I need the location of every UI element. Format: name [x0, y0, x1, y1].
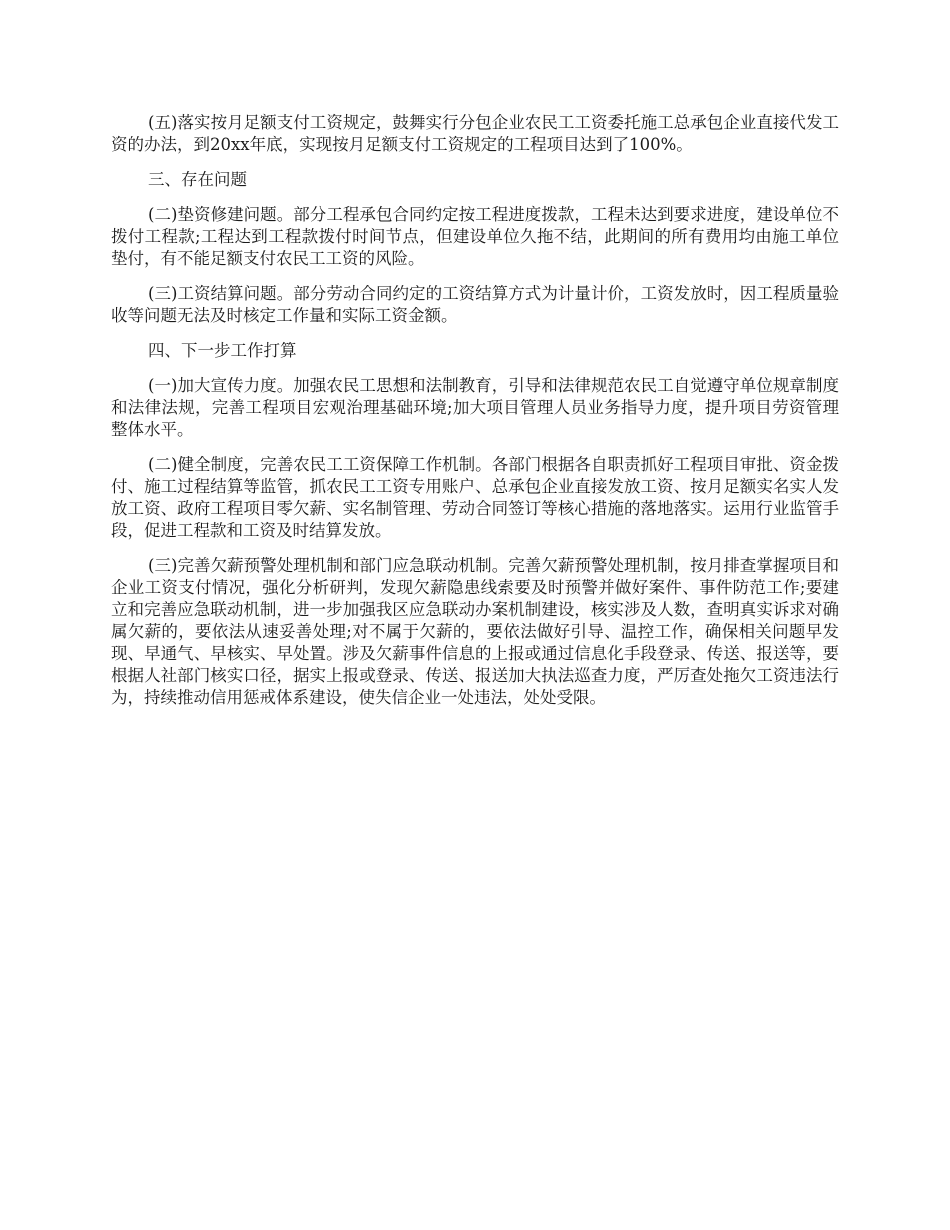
- paragraph-advance-funding-issue: (二)垫资修建问题。部分工程承包合同约定按工程进度拨款，工程未达到要求进度，建设单位不拨付工程款;工程达到工程款拨付时间节点，但建设单位久拖不结，此期间的所有费用均由施工单位垫付，有不能足额支付农民工工资的风险。: [111, 205, 839, 268]
- paragraph-publicity: (一)加大宣传力度。加强农民工思想和法制教育，引导和法律规范农民工自觉遵守单位规章制度和法律法规，完善工程项目宏观治理基础环境;加大项目管理人员业务指导力度，提升项目劳资管理整体水平。: [111, 376, 839, 439]
- paragraph-early-warning-mechanism: (三)完善欠薪预警处理机制和部门应急联动机制。完善欠薪预警处理机制，按月排查掌握项目和企业工资支付情况，强化分析研判，发现欠薪隐患线索要及时预警并做好案件、事件防范工作;要建立和完善应急联动机制，进一步加强我区应急联动办案机制建设，核实涉及人数，查明真实诉求对确属欠薪的，要依法从速妥善处理;对不属于欠薪的，要依法做好引导、温控工作，确保相关问题早发现、早通气、早核实、早处置。涉及欠薪事件信息的上报或通过信息化手段登录、传送、报送等，要根据人社部门核实口径，据实上报或登录、传送、报送加大执法巡查力度，严厉查处拖欠工资违法行为，持续推动信用惩戒体系建设，使失信企业一处违法，处处受限。: [111, 556, 839, 707]
- paragraph-wage-payment-rule: (五)落实按月足额支付工资规定，鼓舞实行分包企业农民工工资委托施工总承包企业直接代发工资的办法，到20xx年底，实现按月足额支付工资规定的工程项目达到了100%。: [111, 113, 839, 154]
- section-heading-next-steps: 四、下一步工作打算: [148, 341, 297, 360]
- paragraph-system-improvement: (二)健全制度，完善农民工工资保障工作机制。各部门根据各自职责抓好工程项目审批、资金拨付、施工过程结算等监管，抓农民工工资专用账户、总承包企业直接发放工资、按月足额实名实人发放工资、政府工程项目零欠薪、实名制管理、劳动合同签订等核心措施的落地落实。运用行业监管手段，促进工程款和工资及时结算发放。: [111, 455, 839, 540]
- document-body: [111, 112, 839, 722]
- paragraph-wage-settlement-issue: (三)工资结算问题。部分劳动合同约定的工资结算方式为计量计价，工资发放时，因工程质量验收等问题无法及时核定工作量和实际工资金额。: [111, 284, 839, 325]
- section-heading-existing-problems: 三、存在问题: [148, 170, 247, 189]
